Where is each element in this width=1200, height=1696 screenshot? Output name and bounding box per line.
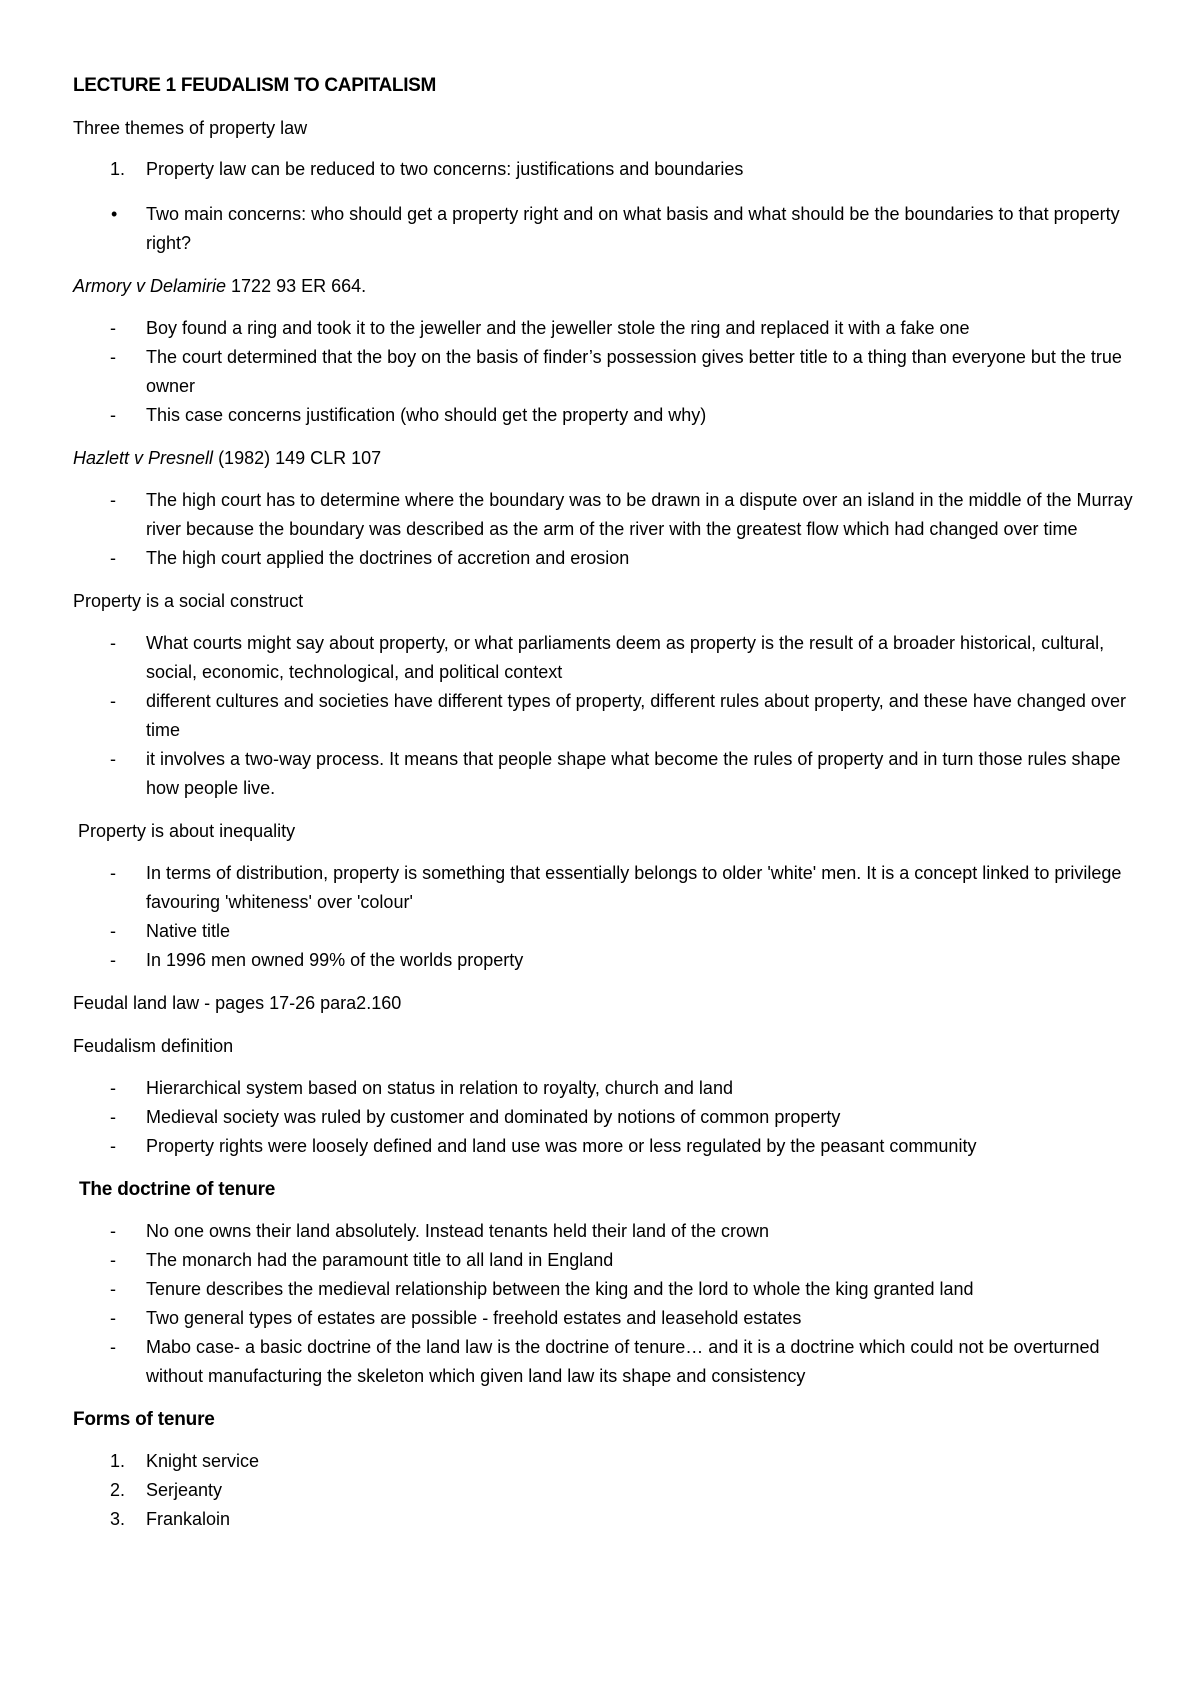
case-armory xyxy=(73,272,1133,301)
list-number: 2. xyxy=(110,1480,126,1500)
case-hazlett-points xyxy=(73,486,1133,573)
section-heading-inequality: Property is about inequality xyxy=(78,821,296,841)
case-name: Hazlett v Presnell xyxy=(73,448,214,468)
case-name: Armory v Delamirie xyxy=(73,276,227,296)
dash-marker: - xyxy=(110,347,116,367)
document-page xyxy=(73,72,1133,1534)
social-construct-points xyxy=(73,629,1133,803)
page-title: LECTURE 1 FEUDALISM TO CAPITALISM xyxy=(73,75,437,96)
dash-marker: - xyxy=(110,1279,116,1299)
list-item: - different cultures and societies have different types of property, different rules about property, and these have changed over time xyxy=(73,687,1133,745)
list-number: 1. xyxy=(110,159,126,179)
section-heading-feudalism: Feudalism definition xyxy=(73,1036,234,1056)
dash-marker: - xyxy=(110,921,116,941)
dash-marker: - xyxy=(110,1221,116,1241)
list-item: - Hierarchical system based on status in relation to royalty, church and land xyxy=(73,1074,1133,1103)
forms-list xyxy=(73,1447,1133,1534)
dash-marker: - xyxy=(110,749,116,769)
list-item: - Native title xyxy=(73,917,1133,946)
dash-marker: - xyxy=(110,950,116,970)
dash-marker: - xyxy=(110,1250,116,1270)
list-item: - The court determined that the boy on the basis of finder’s possession gives better title to a thing than everyone but the true owner xyxy=(73,343,1133,401)
list-item: - Medieval society was ruled by customer and dominated by notions of common property xyxy=(73,1103,1133,1132)
list-item: - Two general types of estates are possible - freehold estates and leasehold estates xyxy=(73,1304,1133,1333)
list-item: - Mabo case- a basic doctrine of the land law is the doctrine of tenure… and it is a doctrine which could not be overturned without manufacturing the skeleton which given land law its shape and consistency xyxy=(73,1333,1133,1391)
list-item: 3. Frankaloin xyxy=(73,1505,1133,1534)
list-item: - This case concerns justification (who should get the property and why) xyxy=(73,401,1133,430)
list-item: - The high court has to determine where the boundary was to be drawn in a dispute over an island in the middle of the Murray river because the boundary was described as the arm of the river with the greatest flow which had changed over time xyxy=(73,486,1133,544)
themes-numbered-list xyxy=(73,155,1133,184)
section-heading-social-construct: Property is a social construct xyxy=(73,591,304,611)
list-item: 1. Property law can be reduced to two concerns: justifications and boundaries xyxy=(73,155,1133,184)
case-armory-points xyxy=(73,314,1133,430)
list-item: 1. Knight service xyxy=(73,1447,1133,1476)
list-item: - In terms of distribution, property is something that essentially belongs to older 'white' men. It is a concept linked to privilege favouring 'whiteness' over 'colour' xyxy=(73,859,1133,917)
list-item: - What courts might say about property, or what parliaments deem as property is the result of a broader historical, cultural, social, economic, technological, and political context xyxy=(73,629,1133,687)
dash-marker: - xyxy=(110,490,116,510)
list-item: - it involves a two-way process. It means that people shape what become the rules of property and in turn those rules shape how people live. xyxy=(73,745,1133,803)
dash-marker: - xyxy=(110,1078,116,1098)
list-number: 1. xyxy=(110,1451,126,1471)
list-number: 3. xyxy=(110,1509,126,1529)
list-item: 2. Serjeanty xyxy=(73,1476,1133,1505)
section-heading-forms: Forms of tenure xyxy=(73,1409,215,1430)
case-citation: 1722 93 ER 664. xyxy=(226,276,367,296)
case-hazlett xyxy=(73,444,1133,473)
dash-marker: - xyxy=(110,633,116,653)
dash-marker: - xyxy=(110,318,116,338)
themes-bullet-list xyxy=(73,200,1133,258)
tenure-points xyxy=(73,1217,1133,1391)
feudalism-points xyxy=(73,1074,1133,1161)
dash-marker: - xyxy=(110,691,116,711)
bullet-marker: • xyxy=(111,204,118,224)
dash-marker: - xyxy=(110,1107,116,1127)
case-citation: (1982) 149 CLR 107 xyxy=(213,448,382,468)
feudal-land-law-note: Feudal land law - pages 17-26 para2.160 xyxy=(73,993,402,1013)
list-item: • Two main concerns: who should get a property right and on what basis and what should be the boundaries to that property right? xyxy=(73,200,1133,258)
dash-marker: - xyxy=(110,1136,116,1156)
dash-marker: - xyxy=(110,1308,116,1328)
list-item: - Tenure describes the medieval relationship between the king and the lord to whole the king granted land xyxy=(73,1275,1133,1304)
list-item: - No one owns their land absolutely. Instead tenants held their land of the crown xyxy=(73,1217,1133,1246)
list-item: - Property rights were loosely defined and land use was more or less regulated by the peasant community xyxy=(73,1132,1133,1161)
dash-marker: - xyxy=(110,548,116,568)
inequality-points xyxy=(73,859,1133,975)
section-heading-tenure: The doctrine of tenure xyxy=(79,1179,276,1200)
dash-marker: - xyxy=(110,863,116,883)
dash-marker: - xyxy=(110,405,116,425)
list-item: - The monarch had the paramount title to all land in England xyxy=(73,1246,1133,1275)
list-item: - In 1996 men owned 99% of the worlds property xyxy=(73,946,1133,975)
list-item: - The high court applied the doctrines of accretion and erosion xyxy=(73,544,1133,573)
dash-marker: - xyxy=(110,1337,116,1357)
themes-intro: Three themes of property law xyxy=(73,118,308,138)
list-item: - Boy found a ring and took it to the jeweller and the jeweller stole the ring and replaced it with a fake one xyxy=(73,314,1133,343)
